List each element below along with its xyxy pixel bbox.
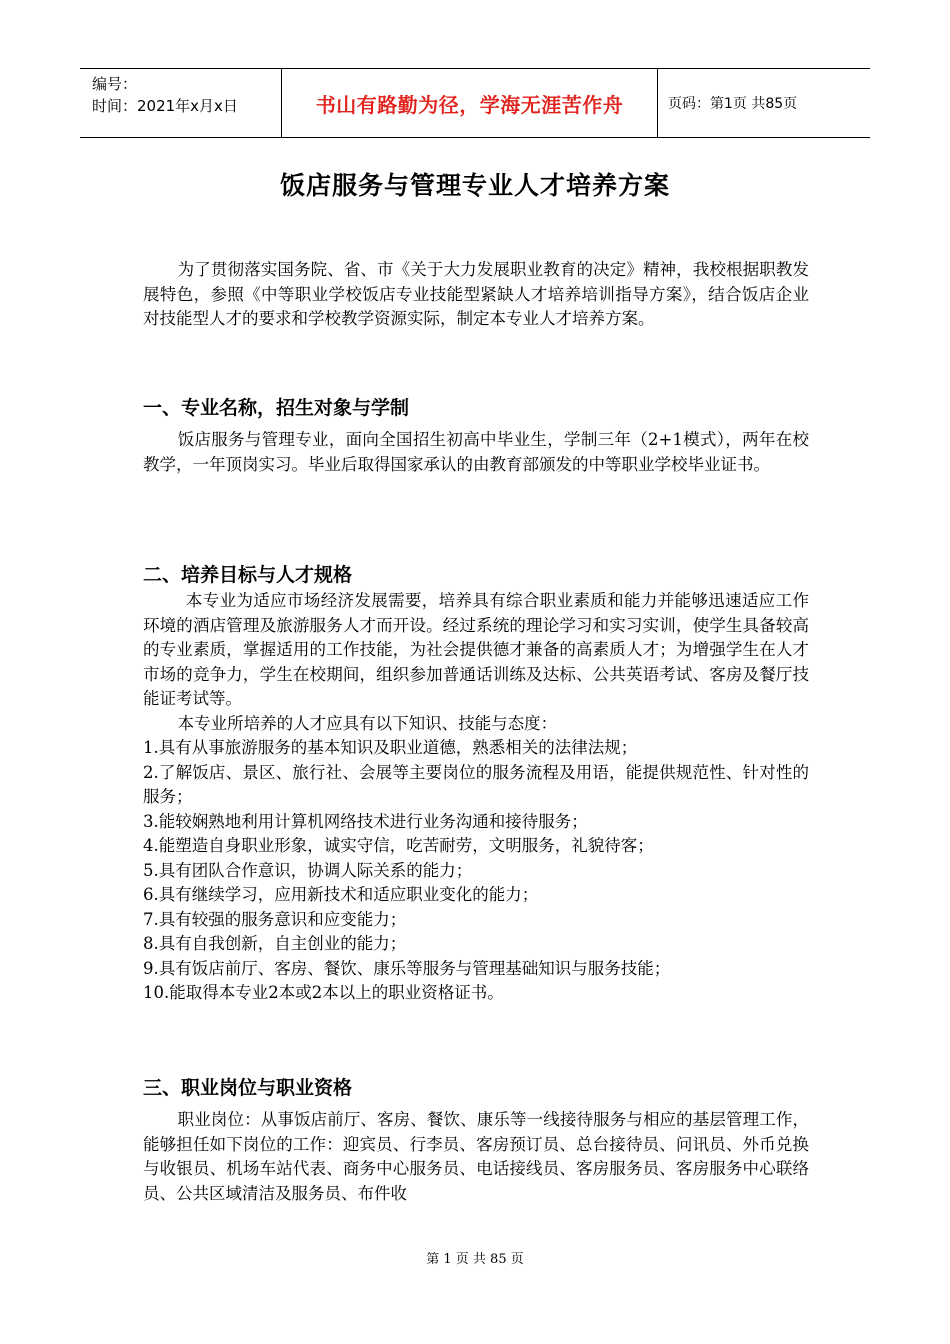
header-meta <box>80 69 282 137</box>
document-title: 饭店服务与管理专业人才培养方案 <box>279 171 670 200</box>
section-1 <box>143 394 809 477</box>
header-motto: 书山有路勤为径，学海无涯苦作舟 <box>282 69 658 137</box>
list-item: 3.能较娴熟地利用计算机网络技术进行业务沟通和接待服务； <box>143 811 588 831</box>
section-3-body: 职业岗位：从事饭店前厅、客房、餐饮、康乐等一线接待服务与相应的基层管理工作，能够担任如下岗位的工作：迎宾员、行李员、客房预订员、总台接待员、问讯员、外币兑换与收银员、机场车站代表、商务中心服务员、电话接线员、客房服务员、客房服务中心联络员、公共区域清洁及服务员、布件收 <box>143 1110 809 1203</box>
section-2 <box>143 561 809 1006</box>
intro-block <box>143 258 809 332</box>
page-header <box>80 68 870 138</box>
page-footer: 第 1 页 共 85 页 <box>426 1252 524 1267</box>
list-item: 6.具有继续学习，应用新技术和适应职业变化的能力； <box>143 885 539 904</box>
list-item: 5.具有团队合作意识，协调人际关系的能力； <box>143 860 473 880</box>
section-3-heading: 三、职业岗位与职业资格 <box>143 1077 353 1099</box>
intro-paragraph: 为了贯彻落实国务院、省、市《关于大力发展职业教育的决定》精神，我校根据职教发展特色，参照《中等职业学校饭店专业技能型紧缺人才培养培训指导方案》，结合饭店企业对技能型人才的要求和学校教学资源实际，制定本专业人才培养方案。 <box>143 260 809 328</box>
time-label: 时间：2021年x月x日 <box>92 97 238 115</box>
list-item: 9.具有饭店前厅、客房、餐饮、康乐等服务与管理基础知识与服务技能； <box>143 958 671 978</box>
number-label: 编号： <box>92 75 138 93</box>
list-item: 2.了解饭店、景区、旅行社、会展等主要岗位的服务流程及用语，能提供规范性、针对性的服务； <box>143 762 809 806</box>
header-page-label: 页码：第1页 共85页 <box>668 96 798 112</box>
section-3 <box>143 1074 809 1206</box>
list-item: 4.能塑造自身职业形象，诚实守信，吃苦耐劳，文明服务，礼貌待客； <box>143 836 654 855</box>
list-item: 1.具有从事旅游服务的基本知识及职业道德，熟悉相关的法律法规； <box>143 738 638 757</box>
list-item: 7.具有较强的服务意识和应变能力； <box>143 909 407 929</box>
section-1-body: 饭店服务与管理专业，面向全国招生初高中毕业生，学制三年（2+1模式），两年在校教学，一年顶岗实习。毕业后取得国家承认的由教育部颁发的中等职业学校毕业证书。 <box>143 430 809 474</box>
list-item: 10.能取得本专业2本或2本以上的职业资格证书。 <box>143 983 504 1002</box>
section-2-heading: 二、培养目标与人才规格 <box>143 564 353 586</box>
list-item: 8.具有自我创新，自主创业的能力； <box>143 934 407 953</box>
section-1-heading: 一、专业名称，招生对象与学制 <box>143 397 410 419</box>
section-2-lead: 本专业所培养的人才应具有以下知识、技能与态度： <box>177 713 558 733</box>
section-2-body: 本专业为适应市场经济发展需要，培养具有综合职业素质和能力并能够迅速适应工作环境的酒店管理及旅游服务人才而开设。经过系统的理论学习和实习实训，使学生具备较高的专业素质，掌握适用的工作技能，为社会提供德才兼备的高素质人才；为增强学生在人才市场的竞争力，学生在校期间，组织参加普通话训练及达标、公共英语考试、客房及餐厅技能证考试等。 <box>143 591 809 708</box>
